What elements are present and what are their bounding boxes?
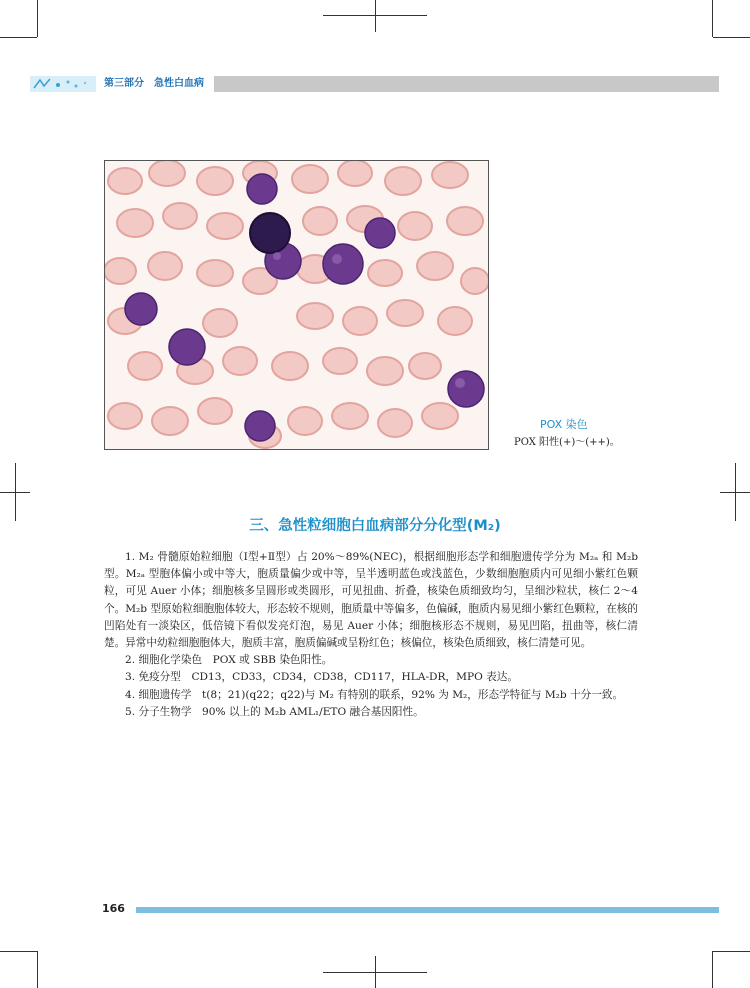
crop-mark (712, 951, 713, 988)
crop-mark (375, 0, 376, 32)
crop-mark (735, 463, 736, 521)
figure-caption-text: POX 阳性(+)～(++)。 (514, 437, 620, 448)
crop-mark (713, 37, 750, 38)
paragraph-molecular: 5. 分子生物学 90% 以上的 M₂b AML₁/ETO 融合基因阳性。 (125, 705, 424, 718)
header-part-label: 第三部分 急性白血病 (104, 78, 204, 89)
crop-mark (375, 956, 376, 988)
figure-caption-title: POX 染色 (540, 418, 588, 431)
paragraph-immunophenotype: 3. 免疫分型 CD13，CD33，CD34，CD38，CD117，HLA-DR，MPO 表达。 (125, 671, 518, 684)
crop-mark (37, 0, 38, 37)
crop-mark (712, 0, 713, 37)
section-title: 三、急性粒细胞白血病部分分化型(M₂) (249, 518, 501, 534)
crop-mark (37, 951, 38, 988)
body-text (104, 549, 638, 721)
header-logo (30, 76, 96, 92)
micrograph-image (104, 160, 489, 450)
crop-mark (15, 463, 16, 521)
paragraph-cytochemistry: 2. 细胞化学染色 POX 或 SBB 染色阳性。 (125, 654, 333, 667)
page-number: 166 (102, 902, 125, 915)
paragraph-morphology: 1. M₂ 骨髓原始粒细胞（Ⅰ型+Ⅱ型）占 20%～89%(NEC)，根据细胞形态学和细胞遗传学分为 M₂ₐ 和 M₂b 型。M₂ₐ 型胞体偏小或中等大，胞质量偏少或中等，呈半透明蓝色或浅蓝色，少数细胞胞质内可见细小紫红色颗粒，可见 Auer 小体；细胞核多呈圆形或类圆形，可见扭曲、折叠，核染色质细致均匀，呈细沙粒状，核仁 2～4 个。M₂b 型原始粒细胞胞体较大，形态较不规则，胞质量中等偏多，色偏碱，胞质内易见细小紫红色颗粒，在核的凹陷处有一淡染区，低倍镜下看似发亮灯泡，易见 Auer 小体；细胞核形态不规则，易见凹陷，扭曲等，核仁清楚。异常中幼粒细胞胞体大，胞质丰富，胞质偏碱或呈粉红色；核偏位，核染色质细致，核仁清楚可见。 (104, 551, 638, 650)
crop-mark (0, 37, 37, 38)
paragraph-cytogenetics: 4. 细胞遗传学 t(8；21)(q22；q22)与 M₂ 有特别的联系，92% 为 M₂，形态学特征与 M₂b 十分一致。 (125, 688, 624, 701)
crop-mark (713, 951, 750, 952)
footer-bar (136, 907, 719, 913)
header-bar (214, 76, 719, 92)
crop-mark (0, 951, 37, 952)
